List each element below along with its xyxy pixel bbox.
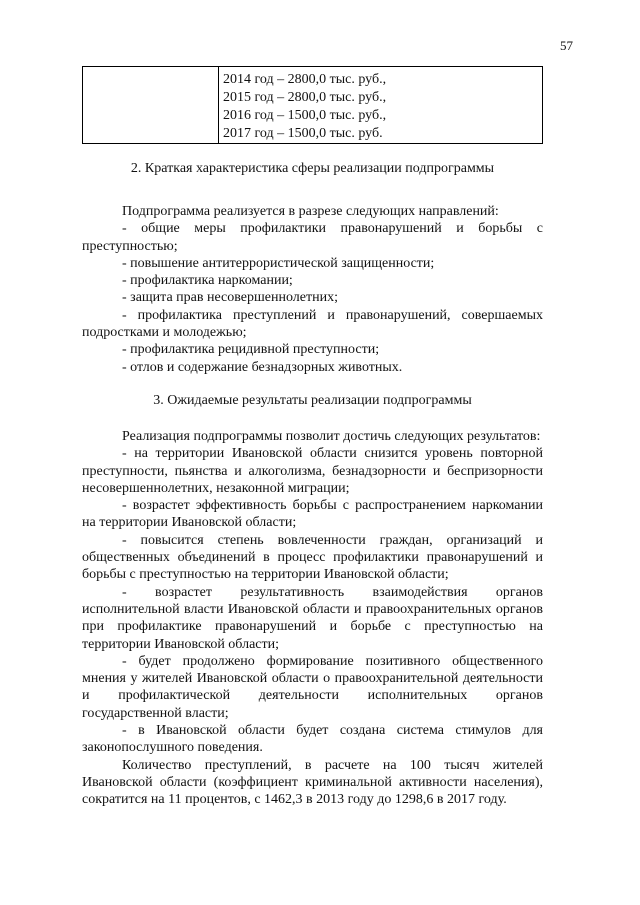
table-cell-empty [83,67,219,143]
list-item: - отлов и содержание безнадзорных животных. [122,359,403,375]
table-cell-funding [219,67,542,143]
list-item: - профилактика наркомании; [122,273,293,289]
funding-line: 2014 год – 2800,0 тыс. руб., [223,72,387,87]
document-body [82,160,543,809]
funding-line: 2016 год – 1500,0 тыс. руб., [223,108,387,123]
list-item: - будет продолжено формирование позитивного общественного мнения у жителей Ивановской области о правоохранительной деятельности и профилактической деятельности исполнительных органов государственной власти; [82,653,543,721]
list-item: - профилактика преступлений и правонарушений, совершаемых подростками и молодежью; [82,307,543,341]
list-item: - возрастет эффективность борьбы с распространением наркомании на территории Ивановской области; [82,498,543,531]
section-3-heading: 3. Ожидаемые результаты реализации подпрограммы [153,392,472,408]
list-item: - общие меры профилактики правонарушений и борьбы с преступностью; [82,221,543,254]
section-2-intro: Подпрограмма реализуется в разрезе следующих направлений: [122,204,499,219]
closing-paragraph: Количество преступлений, в расчете на 100 тысяч жителей Ивановской области (коэффициент криминальной активности населения), сократится на 11 процентов, с 1462,3 в 2013 году до 1298,6 в 2017 году. [82,757,543,808]
section-2-heading: 2. Краткая характеристика сферы реализации подпрограммы [130,161,495,176]
list-item: - в Ивановской области будет создана система стимулов для законопослушного поведения. [82,723,543,756]
funding-line: 2015 год – 2800,0 тыс. руб., [223,90,387,105]
list-item: - возрастет результативность взаимодействия органов исполнительной власти Ивановской области и правоохранительных органов при профилактике правонарушений и борьбе с преступностью на территории Ивановской области; [82,584,543,652]
list-item: - защита прав несовершеннолетних; [122,290,338,306]
list-item: - на территории Ивановской области снизится уровень повторной преступности, пьянства и алкоголизма, безнадзорности и беспризорности несовершеннолетних, незаконной миграции; [82,446,543,496]
funding-table [82,66,543,144]
page-number: 57 [560,38,573,53]
funding-line: 2017 год – 1500,0 тыс. руб. [223,126,383,141]
list-item: - повышение антитеррористической защищенности; [122,255,435,271]
list-item: - профилактика рецидивной преступности; [122,342,380,358]
section-3-intro: Реализация подпрограммы позволит достичь следующих результатов: [122,428,541,444]
list-item: - повысится степень вовлеченности граждан, организаций и общественных объединений в процесс профилактики правонарушений и борьбы с преступностью на территории Ивановской области; [82,532,543,583]
